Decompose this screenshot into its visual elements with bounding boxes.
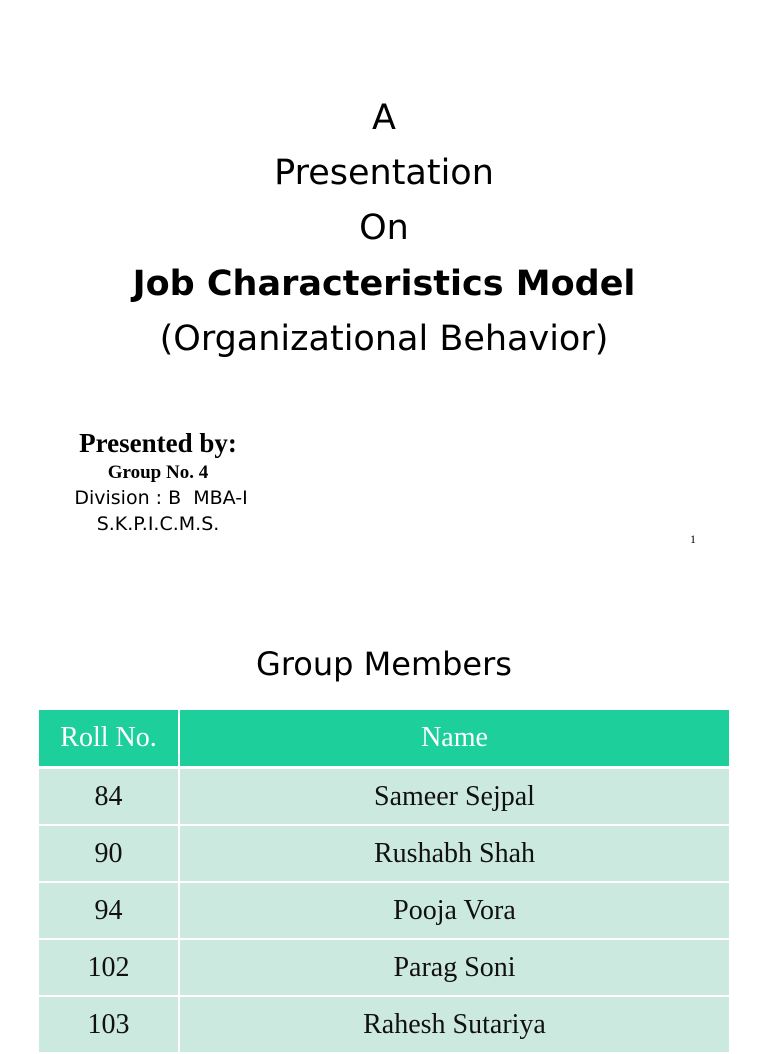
- table-row: [39, 768, 729, 826]
- name-cell: Rushabh Shah: [179, 825, 729, 882]
- group-number: Group No. 4: [107, 462, 209, 483]
- table-header-row: [39, 710, 729, 768]
- slide-number: 1: [690, 532, 696, 546]
- name-cell: Sameer Sejpal: [179, 768, 729, 826]
- group-members-title: Group Members: [256, 645, 512, 683]
- name-cell: Parag Soni: [179, 939, 729, 996]
- table-row: [39, 825, 729, 882]
- header-name: Name: [179, 710, 729, 768]
- roll-no-cell: 84: [39, 768, 179, 826]
- presentation-subject: (Organizational Behavior): [159, 319, 609, 359]
- name-cell: Pooja Vora: [179, 882, 729, 939]
- title-line-a: A: [372, 98, 396, 138]
- presented-by-label: Presented by:: [79, 428, 237, 458]
- table-row: [39, 939, 729, 996]
- roll-no-cell: 103: [39, 996, 179, 1053]
- table-row: [39, 996, 729, 1053]
- table-row: [39, 882, 729, 939]
- title-line-presentation: Presentation: [274, 153, 494, 193]
- title-line-on: On: [359, 208, 409, 248]
- division-text: Division : B MBA-I: [74, 487, 248, 509]
- roll-no-cell: 90: [39, 825, 179, 882]
- roll-no-cell: 94: [39, 882, 179, 939]
- header-roll-no: Roll No.: [39, 710, 179, 768]
- institute-name: S.K.P.I.C.M.S.: [96, 513, 220, 535]
- members-table: [39, 710, 729, 1054]
- roll-no-cell: 102: [39, 939, 179, 996]
- name-cell: Rahesh Sutariya: [179, 996, 729, 1053]
- presentation-topic: Job Characteristics Model: [132, 264, 636, 304]
